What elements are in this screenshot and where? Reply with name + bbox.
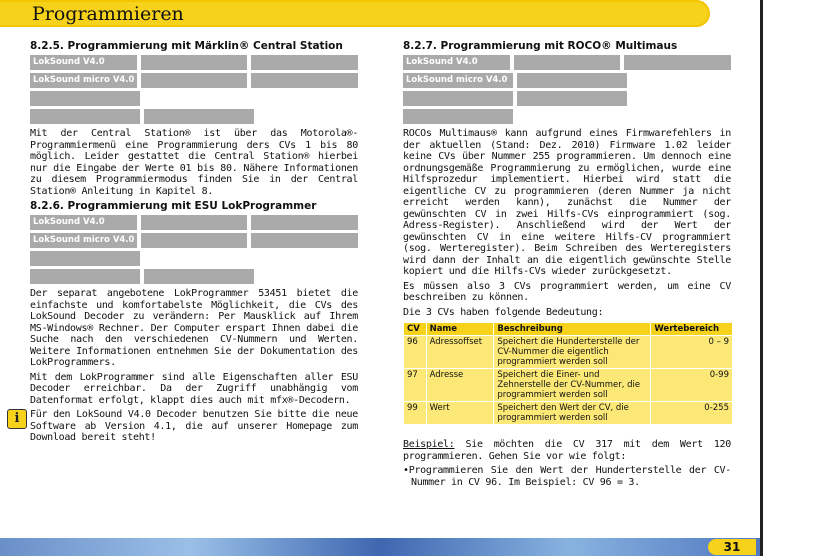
table-row: [404, 369, 733, 402]
paragraph-cv-meaning: Die 3 CVs haben folgende Bedeutung:: [403, 306, 604, 318]
grid-row: [403, 91, 731, 106]
grid-row: [30, 233, 358, 248]
grid-cell: LokSound micro V4.0: [30, 233, 137, 248]
table-cell: Speichert die Einer- und Zehnerstelle der CV-Nummer, die programmiert werden soll: [494, 369, 651, 402]
section-heading-826: 8.2.6. Programmierung mit ESU LokProgrammer: [30, 200, 317, 212]
grid-cell: LokSound V4.0: [30, 55, 137, 70]
grid-cell: [251, 55, 358, 70]
table-cell: 0-255: [651, 402, 733, 425]
grid-cell: [30, 109, 140, 124]
table-header: Wertebereich: [651, 323, 733, 336]
table-cell: 99: [404, 402, 427, 425]
grid-cell: [517, 73, 627, 88]
table-cell: 97: [404, 369, 427, 402]
paragraph-lokprogrammer-features: Mit dem LokProgrammer sind alle Eigenschaften aller ESU Decoder erreichbar. Da der Zugriff unabhängig vom Datenformat erfolgt, klappt dies auch mit mfx®-Decodern.: [30, 371, 358, 406]
grid-cell: [144, 269, 254, 284]
table-row: [404, 402, 733, 425]
table-row: [404, 336, 733, 369]
example-paragraph: [403, 439, 731, 462]
cv-table: [403, 322, 733, 425]
right-column: [403, 40, 731, 491]
table-cell: Adressoffset: [426, 336, 494, 369]
table-cell: Speichert den Wert der CV, die programmiert werden soll: [494, 402, 651, 425]
grid-cell: [251, 233, 358, 248]
section-heading-827: 8.2.7. Programmierung mit ROCO® Multimaus: [403, 40, 678, 52]
table-header: Name: [426, 323, 494, 336]
grid-row: [403, 73, 731, 88]
footer-band: [0, 538, 760, 556]
example-label: Beispiel:: [403, 439, 455, 450]
grid-cell: [517, 91, 627, 106]
page-number: 31: [708, 539, 756, 555]
page-edge-bar: [760, 0, 763, 556]
grid-row: [30, 91, 358, 106]
info-note: [14, 409, 358, 444]
grid-cell: [251, 215, 358, 230]
paragraph-lokprogrammer: Der separat angebotene LokProgrammer 53451 bietet die einfachste und komfortabelste Möglichkeit, die CVs des LokSound Decoder zu verändern: Per Mausklick auf Ihrem MS-Windows® Rechner. Der Computer erspart Ihnen dabei die Suche nach den verschiedenen CV-Nummern und Werten. Weitere Informationen entnehmen Sie der Dokumentation des LokProgrammers.: [30, 288, 358, 368]
decoder-grid-826: [30, 215, 358, 284]
grid-cell: [251, 73, 358, 88]
grid-cell: LokSound micro V4.0: [30, 73, 137, 88]
grid-row: [30, 269, 358, 284]
table-cell: 96: [404, 336, 427, 369]
paragraph-central-station: Mit der Central Station® ist über das Motorola®-Programmiermenü eine Programmierung ders CVs 1 bis 80 möglich. Leider gestattet die Central Station® hierbei nur die Eingabe der Werte 01 bis 80. Nähere Informationen zu diesem Programmiermodus finden Sie in der Central Station® Anleitung in Kapitel 8.: [30, 128, 358, 197]
grid-cell: [514, 55, 621, 70]
grid-row: [30, 55, 358, 70]
paragraph-multimaus: ROCOs Multimaus® kann aufgrund eines Firmwarefehlers in der aktuellen (Stand: Dez. 2010) Firmware 1.02 leider keine CVs über Nummer 255 programmieren. Um dennoch eine ordnungsgemäße Programmierung zu ermöglichen, wurde eine Hilfsprozedur implementiert. Hierbei wird statt die eigentliche CV zu programmieren (deren Nummer ja nicht erreicht werden kann), zunächst die Nummer der gewünschten CV in zwei Hilfs-CVs einprogrammiert (sog. Adress-Register). Anschließend wird der Wert der gewünschten CV in eine weitere Hilfs-CV programmiert (sog. Werteregister). Beim Schreiben des Werteregisters wird dann der Inhalt an die eigentlich gewünschte Stelle kopiert und die Hilfs-CVs wieder zurückgesetzt.: [403, 128, 731, 277]
grid-row: [30, 215, 358, 230]
grid-cell: [403, 91, 513, 106]
grid-cell: [30, 269, 140, 284]
grid-row: [30, 73, 358, 88]
grid-cell: LokSound V4.0: [30, 215, 137, 230]
table-cell: Wert: [426, 402, 494, 425]
table-cell: Speichert die Hunderterstelle der CV-Nummer die eigentlich programmiert werden soll: [494, 336, 651, 369]
header-bar: [0, 0, 710, 27]
grid-cell: [141, 55, 248, 70]
info-icon: i: [7, 409, 27, 429]
left-column: [14, 40, 358, 447]
table-header-row: [404, 323, 733, 336]
grid-row: [403, 55, 731, 70]
grid-cell: [141, 215, 248, 230]
table-cell: Adresse: [426, 369, 494, 402]
decoder-grid-825: [30, 55, 358, 124]
example-text: Sie möchten die CV 317 mit dem Wert 120 programmieren. Gehen Sie vor wie folgt:: [403, 439, 731, 462]
grid-cell: [141, 73, 248, 88]
table-cell: 0 – 9: [651, 336, 733, 369]
grid-row: [30, 109, 358, 124]
bullet-item: •Programmieren Sie den Wert der Hunderterstelle der CV-Nummer in CV 96. Im Beispiel: CV 96 = 3.: [403, 465, 731, 488]
grid-cell: [30, 91, 140, 106]
grid-row: [403, 109, 731, 124]
info-text: Für den LokSound V4.0 Decoder benutzen Sie bitte die neue Software ab Version 4.1, die auf unserer Homepage zum Download bereit steht!: [30, 409, 358, 443]
grid-cell: [624, 55, 731, 70]
paragraph-3-cvs: Es müssen also 3 CVs programmiert werden, um eine CV beschreiben zu können.: [403, 280, 731, 303]
grid-row: [30, 251, 358, 266]
grid-cell: [141, 233, 248, 248]
page-title: Programmieren: [32, 3, 184, 25]
grid-cell: LokSound micro V4.0: [403, 73, 513, 88]
table-header: Beschreibung: [494, 323, 651, 336]
grid-cell: [403, 109, 513, 124]
decoder-grid-827: [403, 55, 731, 124]
grid-cell: [30, 251, 140, 266]
grid-cell: LokSound V4.0: [403, 55, 510, 70]
grid-cell: [144, 109, 254, 124]
table-cell: 0-99: [651, 369, 733, 402]
section-heading-825: 8.2.5. Programmierung mit Märklin® Central Station: [30, 40, 343, 52]
table-header: CV: [404, 323, 427, 336]
